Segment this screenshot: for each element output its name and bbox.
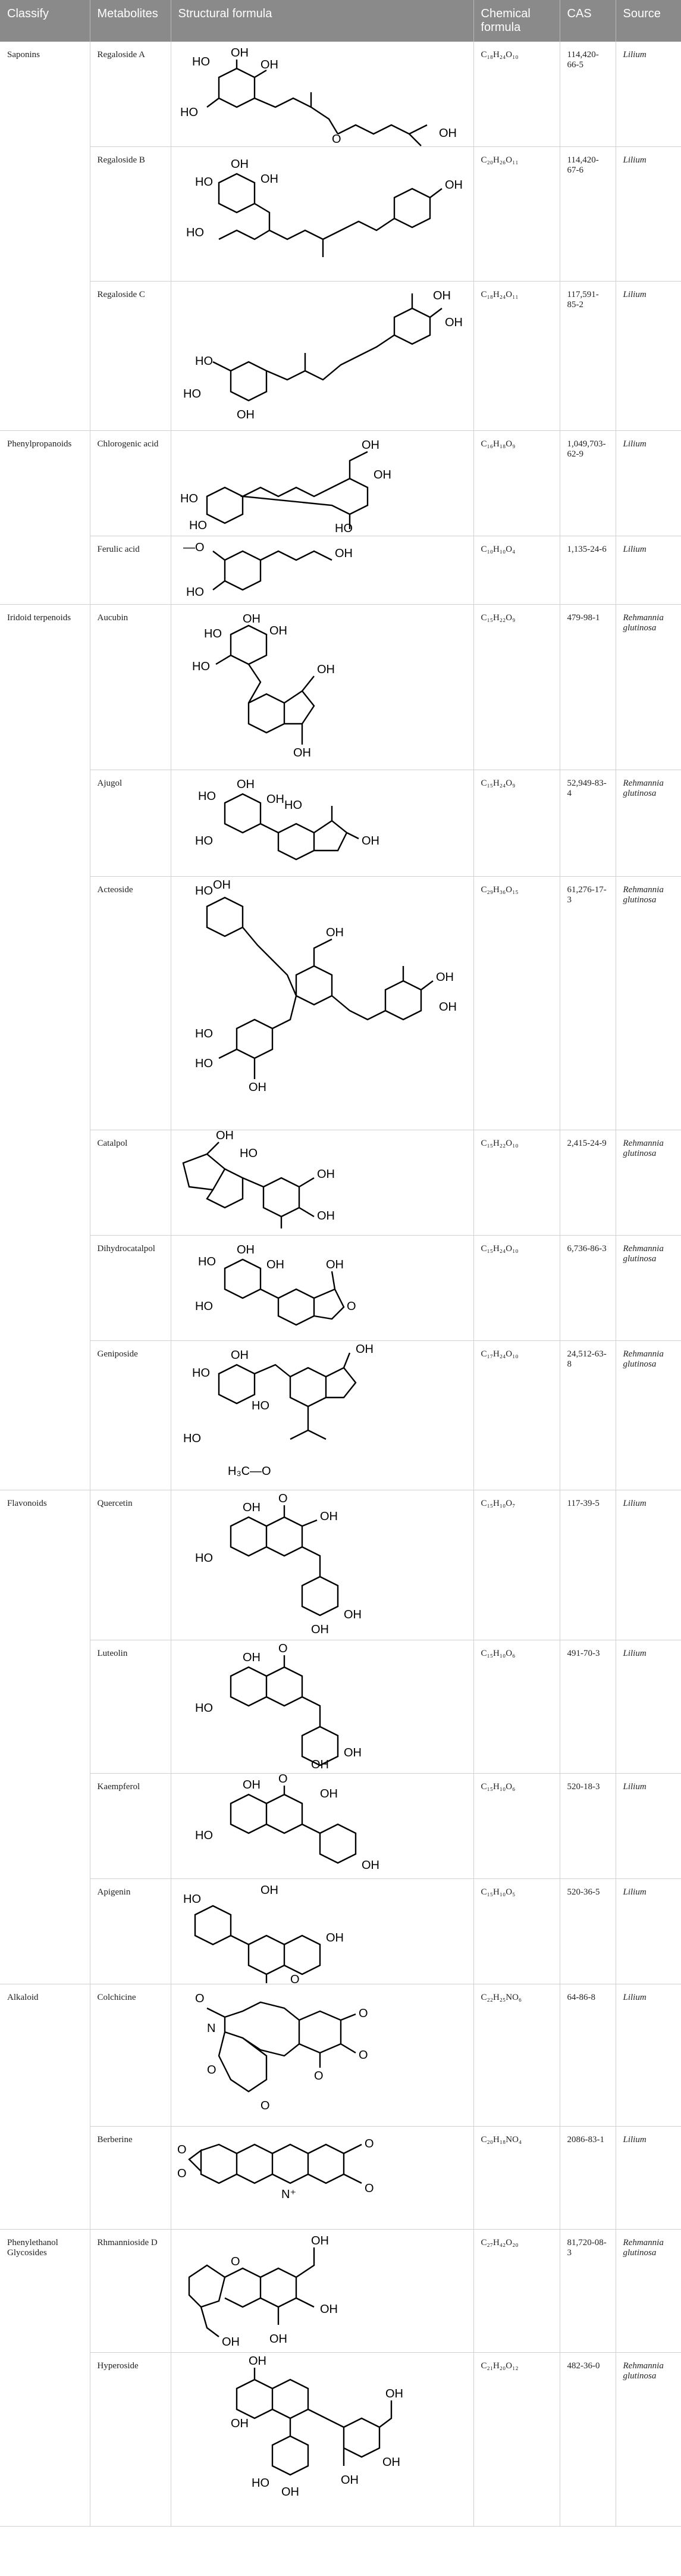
svg-text:OH: OH — [325, 926, 344, 939]
metabolite-name: Apigenin — [90, 1879, 171, 1984]
source: Lilium — [616, 536, 681, 605]
svg-text:OH: OH — [325, 1931, 344, 1944]
svg-text:OH: OH — [432, 289, 451, 302]
table-row — [0, 1984, 681, 2127]
metabolite-name: Catalpol — [90, 1130, 171, 1236]
cas-number: 81,720-08-3 — [560, 2230, 616, 2353]
chemical-formula: C₁₈H₂₄O₁₁ — [473, 282, 560, 431]
luteolin-structure — [171, 1640, 474, 1773]
source: Lilium — [616, 1879, 681, 1984]
source: Rehmannia glutinosa — [616, 1130, 681, 1236]
cas-number: 24,512-63-8 — [560, 1341, 616, 1490]
source: Rehmannia glutinosa — [616, 877, 681, 1130]
cas-number: 117,591-85-2 — [560, 282, 616, 431]
table-row — [0, 770, 681, 877]
geniposide-structure — [171, 1341, 474, 1490]
chemical-formula: C₁₇H₂₄O₁₀ — [473, 1341, 560, 1490]
svg-text:OH: OH — [355, 1343, 374, 1356]
svg-text:HO: HO — [194, 1702, 213, 1715]
svg-text:OH: OH — [269, 624, 287, 637]
ferulic-acid-structure — [171, 536, 474, 604]
svg-text:OH: OH — [260, 1884, 278, 1897]
cas-number: 520-36-5 — [560, 1879, 616, 1984]
svg-text:O: O — [177, 2167, 187, 2180]
svg-text:OH: OH — [242, 612, 261, 626]
svg-text:OH: OH — [361, 1859, 379, 1872]
svg-text:OH: OH — [212, 879, 231, 892]
table-row — [0, 2353, 681, 2527]
cas-number: 520-18-3 — [560, 1774, 616, 1879]
svg-text:N⁺: N⁺ — [281, 2188, 296, 2201]
quercetin-structure — [171, 1490, 474, 1640]
chemical-formula: C₂₀H₂₆O₁₁ — [473, 147, 560, 282]
header-metabolites: Metabolites — [90, 0, 171, 42]
svg-text:HO: HO — [197, 1255, 216, 1268]
svg-text:HO: HO — [192, 1367, 210, 1380]
svg-text:O: O — [230, 2255, 240, 2268]
svg-text:OH: OH — [242, 1501, 261, 1514]
svg-text:OH: OH — [438, 1001, 457, 1014]
metabolite-name: Colchicine — [90, 1984, 171, 2127]
source: Lilium — [616, 431, 681, 536]
chemical-formula: C₂₉H₃₆O₁₅ — [473, 877, 560, 1130]
source: Lilium — [616, 282, 681, 431]
svg-text:HO: HO — [284, 799, 302, 812]
svg-text:HO: HO — [194, 176, 213, 189]
svg-text:OH: OH — [236, 1243, 255, 1256]
group-classify: Alkaloid — [0, 1984, 90, 2230]
chemical-formula: C₁₈H₂₄O₁₀ — [473, 42, 560, 147]
svg-text:HO: HO — [194, 355, 213, 368]
structure-image — [171, 1640, 473, 1774]
chemical-formula: C₁₅H₂₄O₉ — [473, 770, 560, 877]
header-structural-formula: Structural formula — [171, 0, 473, 42]
svg-text:HO: HO — [334, 522, 353, 535]
header-source: Source — [616, 0, 681, 42]
svg-text:O: O — [331, 133, 341, 146]
svg-text:O: O — [260, 2099, 270, 2112]
svg-text:HO: HO — [194, 1552, 213, 1565]
svg-text:OH: OH — [438, 127, 457, 140]
svg-text:HO: HO — [183, 1432, 201, 1445]
svg-text:OH: OH — [334, 547, 353, 560]
cas-number: 2,415-24-9 — [560, 1130, 616, 1236]
catalpol-structure — [171, 1130, 474, 1235]
svg-text:OH: OH — [382, 2456, 400, 2469]
svg-text:O: O — [346, 1300, 356, 1313]
metabolite-name: Regaloside B — [90, 147, 171, 282]
source: Lilium — [616, 1774, 681, 1879]
svg-text:OH: OH — [230, 158, 249, 171]
metabolite-name: Luteolin — [90, 1640, 171, 1774]
table-row — [0, 536, 681, 605]
svg-text:OH: OH — [266, 1258, 284, 1271]
svg-text:OH: OH — [248, 2355, 266, 2368]
structure-image — [171, 877, 473, 1130]
structure-image — [171, 1490, 473, 1640]
group-classify: Flavonoids — [0, 1490, 90, 1984]
group-classify: Iridoid terpenoids — [0, 605, 90, 1490]
metabolite-name: Ajugol — [90, 770, 171, 877]
chemical-formula: C₁₅H₂₄O₁₀ — [473, 1236, 560, 1341]
structure-image — [171, 2353, 473, 2527]
source: Rehmannia glutinosa — [616, 770, 681, 877]
metabolite-name: Regaloside A — [90, 42, 171, 147]
source: Rehmannia glutinosa — [616, 2353, 681, 2527]
svg-text:O: O — [364, 2182, 374, 2195]
svg-text:OH: OH — [310, 2234, 329, 2247]
structure-image — [171, 536, 473, 605]
svg-text:O: O — [194, 1992, 205, 2005]
metabolite-name: Ferulic acid — [90, 536, 171, 605]
structure-image — [171, 605, 473, 770]
table-row — [0, 877, 681, 1130]
svg-text:N: N — [206, 2022, 215, 2035]
svg-text:HO: HO — [183, 1893, 201, 1906]
table-row — [0, 1236, 681, 1341]
table-row — [0, 42, 681, 147]
metabolite-name: Hyperoside — [90, 2353, 171, 2527]
table-row — [0, 2127, 681, 2230]
structure-image — [171, 1774, 473, 1879]
svg-text:HO: HO — [189, 519, 207, 532]
structure-image — [171, 147, 473, 282]
svg-text:OH: OH — [435, 971, 454, 984]
chemical-formula: C₂₁H₂₀O₁₂ — [473, 2353, 560, 2527]
cas-number: 64-86-8 — [560, 1984, 616, 2127]
kaempferol-structure — [171, 1774, 474, 1878]
berberine-structure — [171, 2127, 474, 2229]
source: Lilium — [616, 42, 681, 147]
cas-number: 117-39-5 — [560, 1490, 616, 1640]
svg-text:OH: OH — [316, 663, 335, 676]
svg-text:O: O — [206, 2064, 216, 2077]
svg-text:OH: OH — [236, 408, 255, 421]
chemical-formula: C₂₂H₂₅NO₆ — [473, 1984, 560, 2127]
svg-text:OH: OH — [319, 2303, 338, 2316]
svg-text:O: O — [358, 2049, 368, 2062]
acteoside-structure — [171, 877, 474, 1130]
svg-text:OH: OH — [310, 1758, 329, 1771]
svg-text:HO: HO — [251, 2477, 269, 2490]
dihydrocatalpol-structure — [171, 1236, 474, 1340]
source: Lilium — [616, 1640, 681, 1774]
table-row — [0, 605, 681, 770]
svg-text:O: O — [358, 2007, 368, 2020]
svg-text:HO: HO — [251, 1399, 269, 1412]
svg-text:HO: HO — [203, 627, 222, 640]
chemical-formula: C₂₇H₄₂O₂₀ — [473, 2230, 560, 2353]
svg-text:HO: HO — [194, 834, 213, 848]
svg-text:OH: OH — [248, 1081, 266, 1094]
apigenin-structure — [171, 1879, 474, 1984]
svg-text:OH: OH — [260, 173, 278, 186]
svg-text:O: O — [290, 1973, 300, 1984]
structure-image — [171, 431, 473, 536]
colchicine-structure — [171, 1984, 474, 2126]
svg-text:OH: OH — [444, 179, 463, 192]
table-row — [0, 1640, 681, 1774]
svg-text:OH: OH — [343, 1746, 362, 1759]
table-row — [0, 1130, 681, 1236]
cas-number: 114,420-66-5 — [560, 42, 616, 147]
group-classify: Phenylpropanoids — [0, 431, 90, 605]
structure-image — [171, 770, 473, 877]
svg-text:H₃C—O: H₃C—O — [227, 1465, 271, 1478]
metabolite-name: Quercetin — [90, 1490, 171, 1640]
header-cas: CAS — [560, 0, 616, 42]
chemical-formula: C₁₅H₁₀O₅ — [473, 1879, 560, 1984]
svg-text:OH: OH — [361, 439, 379, 452]
svg-text:HO: HO — [194, 1300, 213, 1313]
structure-image — [171, 42, 473, 147]
cas-number: 52,949-83-4 — [560, 770, 616, 877]
cas-number: 1,135-24-6 — [560, 536, 616, 605]
svg-text:OH: OH — [319, 1787, 338, 1800]
svg-text:HO: HO — [194, 1829, 213, 1842]
svg-text:OH: OH — [242, 1778, 261, 1792]
svg-text:HO: HO — [186, 586, 204, 599]
svg-text:OH: OH — [293, 746, 311, 759]
svg-text:OH: OH — [310, 1623, 329, 1636]
metabolite-name: Berberine — [90, 2127, 171, 2230]
group-classify: Saponins — [0, 42, 90, 431]
structure-image — [171, 2127, 473, 2230]
svg-text:HO: HO — [197, 790, 216, 803]
svg-text:O: O — [278, 1642, 288, 1655]
header-chemical-formula: Chemical formula — [473, 0, 560, 42]
table-row — [0, 1879, 681, 1984]
svg-text:HO: HO — [186, 226, 204, 239]
source: Rehmannia glutinosa — [616, 1236, 681, 1341]
svg-text:OH: OH — [325, 1258, 344, 1271]
source: Rehmannia glutinosa — [616, 1341, 681, 1490]
svg-text:HO: HO — [239, 1147, 258, 1160]
chemical-formula: C₁₅H₂₂O₉ — [473, 605, 560, 770]
structure-image — [171, 1984, 473, 2127]
chemical-formula: C₁₆H₁₈O₉ — [473, 431, 560, 536]
group-classify: Phenylethanol Glycosides — [0, 2230, 90, 2527]
structure-image — [171, 1130, 473, 1236]
metabolite-name: Acteoside — [90, 877, 171, 1130]
hyperoside-structure — [171, 2353, 474, 2526]
cas-number: 482-36-0 — [560, 2353, 616, 2527]
source: Lilium — [616, 147, 681, 282]
regaloside-b-structure — [171, 147, 474, 281]
cas-number: 479-98-1 — [560, 605, 616, 770]
structure-image — [171, 282, 473, 431]
svg-text:HO: HO — [192, 660, 210, 673]
aucubin-structure — [171, 605, 474, 770]
chemical-formula: C₁₀H₁₀O₄ — [473, 536, 560, 605]
svg-text:HO: HO — [194, 1027, 213, 1040]
ajugol-structure — [171, 770, 474, 876]
rhmannioside-d-structure — [171, 2230, 474, 2352]
chemical-formula: C₂₀H₁₈NO₄ — [473, 2127, 560, 2230]
svg-text:OH: OH — [319, 1510, 338, 1523]
table-row — [0, 431, 681, 536]
source: Rehmannia glutinosa — [616, 605, 681, 770]
structure-image — [171, 2230, 473, 2353]
svg-text:OH: OH — [242, 1651, 261, 1664]
cas-number: 61,276-17-3 — [560, 877, 616, 1130]
svg-text:OH: OH — [215, 1130, 234, 1142]
metabolite-name: Chlorogenic acid — [90, 431, 171, 536]
table-row — [0, 1490, 681, 1640]
svg-text:O: O — [364, 2137, 374, 2150]
svg-text:OH: OH — [361, 834, 379, 848]
metabolite-name: Regaloside C — [90, 282, 171, 431]
source: Lilium — [616, 1984, 681, 2127]
svg-text:—O: —O — [183, 541, 205, 554]
chlorogenic-acid-structure — [171, 431, 474, 536]
metabolite-name: Geniposide — [90, 1341, 171, 1490]
chemical-formula: C₁₅H₁₀O₇ — [473, 1490, 560, 1640]
regaloside-a-structure — [171, 42, 474, 146]
svg-text:O: O — [278, 1774, 288, 1786]
svg-text:OH: OH — [230, 1349, 249, 1362]
svg-text:OH: OH — [281, 2486, 299, 2499]
structure-image — [171, 1341, 473, 1490]
header-row — [0, 0, 681, 42]
svg-text:HO: HO — [180, 492, 198, 505]
svg-text:OH: OH — [316, 1168, 335, 1181]
cas-number: 114,420-67-6 — [560, 147, 616, 282]
metabolite-name: Kaempferol — [90, 1774, 171, 1879]
metabolite-name: Aucubin — [90, 605, 171, 770]
metabolite-name: Dihydrocatalpol — [90, 1236, 171, 1341]
table-row — [0, 282, 681, 431]
svg-text:O: O — [177, 2143, 187, 2156]
svg-text:OH: OH — [340, 2474, 359, 2487]
svg-text:OH: OH — [269, 2333, 287, 2346]
metabolite-name: Rhmannioside D — [90, 2230, 171, 2353]
svg-text:OH: OH — [343, 1608, 362, 1621]
svg-text:O: O — [278, 1492, 288, 1505]
svg-text:OH: OH — [385, 2387, 403, 2400]
table-row — [0, 1341, 681, 1490]
cas-number: 6,736-86-3 — [560, 1236, 616, 1341]
chemical-formula: C₁₅H₁₀O₆ — [473, 1774, 560, 1879]
table-row — [0, 2230, 681, 2353]
svg-text:OH: OH — [316, 1209, 335, 1223]
source: Lilium — [616, 2127, 681, 2230]
chemical-formula: C₁₅H₁₀O₆ — [473, 1640, 560, 1774]
svg-text:OH: OH — [230, 2417, 249, 2430]
cas-number: 2086-83-1 — [560, 2127, 616, 2230]
svg-text:O: O — [313, 2069, 324, 2083]
svg-text:HO: HO — [180, 106, 198, 119]
structure-image — [171, 1236, 473, 1341]
svg-text:OH: OH — [230, 46, 249, 60]
svg-text:OH: OH — [221, 2336, 240, 2349]
regaloside-c-structure — [171, 282, 474, 430]
svg-text:OH: OH — [236, 778, 255, 791]
svg-text:OH: OH — [373, 468, 391, 482]
svg-text:HO: HO — [192, 55, 210, 68]
cas-number: 491-70-3 — [560, 1640, 616, 1774]
svg-text:HO: HO — [183, 387, 201, 401]
table-row — [0, 1774, 681, 1879]
svg-text:HO: HO — [194, 884, 213, 898]
svg-text:OH: OH — [444, 316, 463, 329]
structure-image — [171, 1879, 473, 1984]
svg-text:OH: OH — [260, 58, 278, 71]
svg-text:OH: OH — [266, 793, 284, 806]
source: Lilium — [616, 1490, 681, 1640]
source: Rehmannia glutinosa — [616, 2230, 681, 2353]
header-classify: Classify — [0, 0, 90, 42]
chemical-formula: C₁₅H₂₂O₁₀ — [473, 1130, 560, 1236]
svg-text:HO: HO — [194, 1057, 213, 1070]
table-row — [0, 147, 681, 282]
cas-number: 1,049,703-62-9 — [560, 431, 616, 536]
